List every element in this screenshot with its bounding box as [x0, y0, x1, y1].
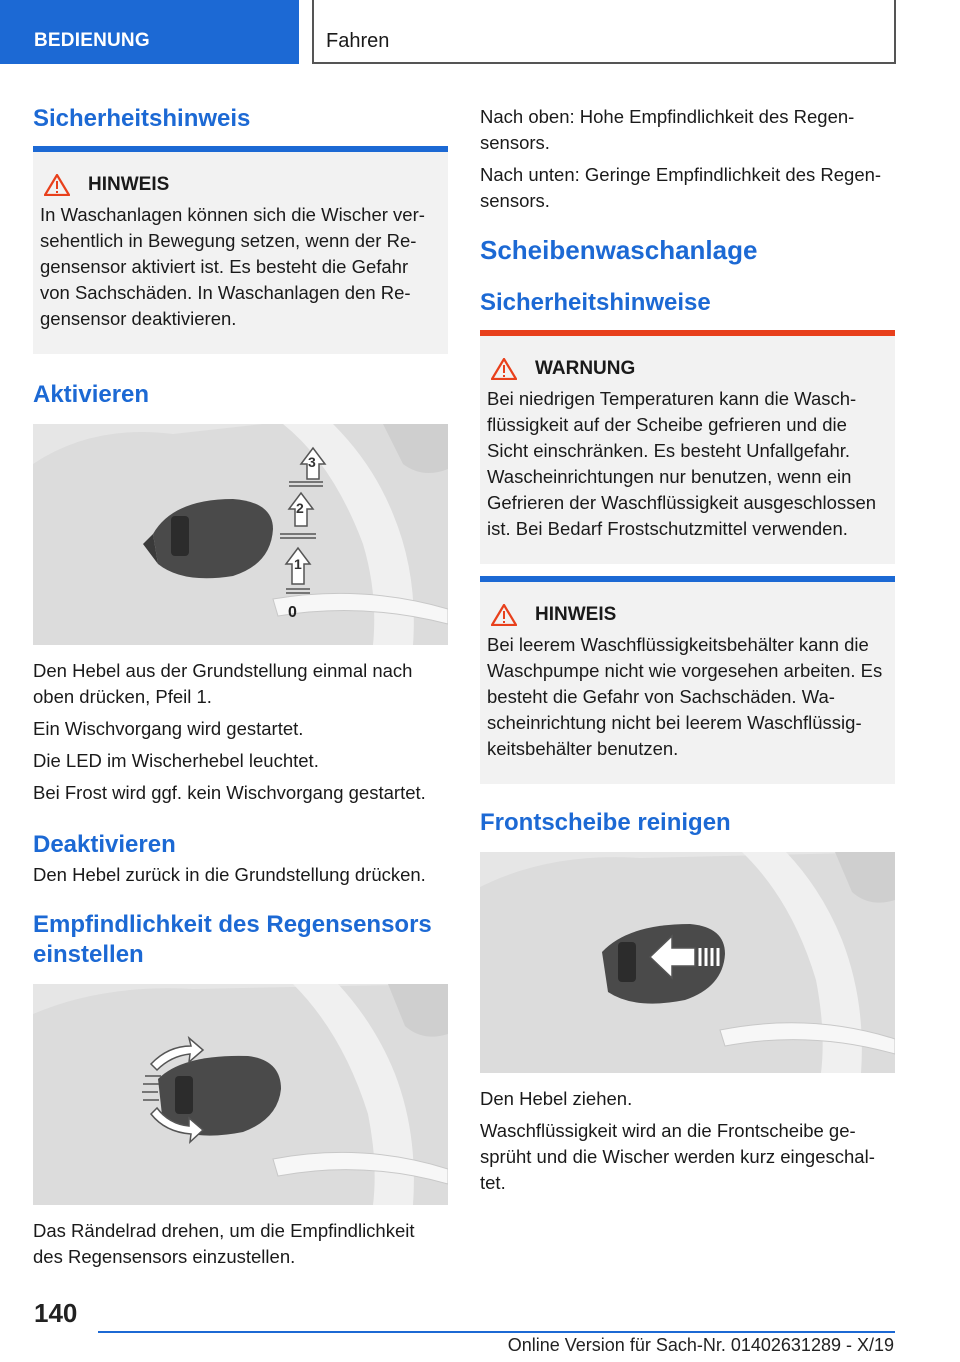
- heading-deactivate: Deaktivieren: [33, 831, 176, 858]
- left-column: [33, 100, 448, 1270]
- notice-title-2: HINWEIS: [535, 604, 617, 625]
- warning-header: [487, 356, 887, 382]
- activate-text-1: Den Hebel aus der Grundstellung einmal nach oben drücken, Pfeil 1.: [33, 660, 413, 707]
- lever-illustration: [33, 424, 448, 645]
- fig-label-2: 2: [296, 500, 304, 516]
- figure-lever-activate: [33, 424, 448, 645]
- notice-header: [40, 172, 440, 198]
- wheel-illustration: [33, 984, 448, 1205]
- warning-triangle-icon: [491, 604, 517, 626]
- page-number: 140: [34, 1298, 78, 1328]
- warning-box: [480, 336, 895, 564]
- heading-activate: Aktivieren: [33, 381, 150, 408]
- fig-label-1: 1: [294, 556, 302, 572]
- notice-text-2: Bei leerem Waschflüssigkeitsbehälter kann die Waschpumpe nicht wie vorgesehen arbeiten. Es besteht die Gefahr von Sachschäden. Wa- scheinrichtung nicht bei leerem Waschflüssig- keitsbehälter benutzen.: [487, 634, 883, 759]
- clean-text-1: Den Hebel ziehen.: [480, 1088, 633, 1109]
- heading-washer: Scheibenwaschanlage: [480, 235, 758, 265]
- pull-illustration: [480, 852, 895, 1073]
- clean-text-2: Waschflüssigkeit wird an die Frontscheibe ge- sprüht und die Wischer werden kurz eingeschal- tet.: [480, 1120, 875, 1193]
- figure-lever-wheel: [33, 984, 448, 1205]
- sensitivity-up-text: Nach oben: Hohe Empfindlichkeit des Regen- sensors.: [480, 106, 855, 153]
- sensitivity-text: Das Rändelrad drehen, um die Empfindlichkeit des Regensensors einzustellen.: [33, 1220, 415, 1267]
- heading-safety: Sicherheitshinweis: [33, 105, 251, 132]
- right-column: [480, 100, 895, 1196]
- sensitivity-down-text: Nach unten: Geringe Empfindlichkeit des Regen- sensors.: [480, 164, 882, 211]
- heading-safety-notes: Sicherheitshinweise: [480, 289, 711, 316]
- warning-triangle-icon: [491, 358, 517, 380]
- heading-clean: Frontscheibe reinigen: [480, 809, 731, 836]
- footer-version-text: Online Version für Sach-Nr. 01402631289 - X/19: [507, 1335, 894, 1355]
- warning-triangle-icon: [44, 174, 70, 196]
- activate-text-2: Ein Wischvorgang wird gestartet.: [33, 718, 304, 739]
- notice-text: In Waschanlagen können sich die Wischer ver- sehentlich in Bewegung setzen, wenn der Re- gensensor aktiviert ist. Es besteht die Gefahr von Sachschäden. In Waschanlagen den Re- gensensor deaktivieren.: [40, 204, 425, 329]
- figure-lever-pull: [480, 852, 895, 1073]
- notice-header-2: [487, 602, 887, 628]
- activate-text-4: Bei Frost wird ggf. kein Wischvorgang gestartet.: [33, 782, 426, 803]
- section-tab: BEDIENUNG: [0, 0, 299, 64]
- notice-title: HINWEIS: [88, 174, 170, 195]
- warning-title: WARNUNG: [535, 358, 636, 379]
- notice-box-2: [480, 582, 895, 784]
- fig-label-3: 3: [308, 454, 316, 470]
- fig-label-0: 0: [288, 604, 297, 621]
- deactivate-text: Den Hebel zurück in die Grundstellung drücken.: [33, 864, 426, 885]
- heading-sensitivity: Empfindlichkeit des Regensensors einstellen: [33, 911, 432, 968]
- warning-text: Bei niedrigen Temperaturen kann die Wasch- flüssigkeit auf der Scheibe gefrieren und die Sicht einschränken. Es besteht Unfallgefahr. Wascheinrichtungen nur benutzen, wenn ein Gefrieren der Waschflüssigkeit ausgeschlossen ist. Bei Bedarf Frostschutzmittel verwenden.: [487, 388, 877, 539]
- notice-box: [33, 152, 448, 354]
- chapter-title: Fahren: [312, 0, 896, 64]
- footer-divider: [98, 1331, 895, 1333]
- activate-text-3: Die LED im Wischerhebel leuchtet.: [33, 750, 319, 771]
